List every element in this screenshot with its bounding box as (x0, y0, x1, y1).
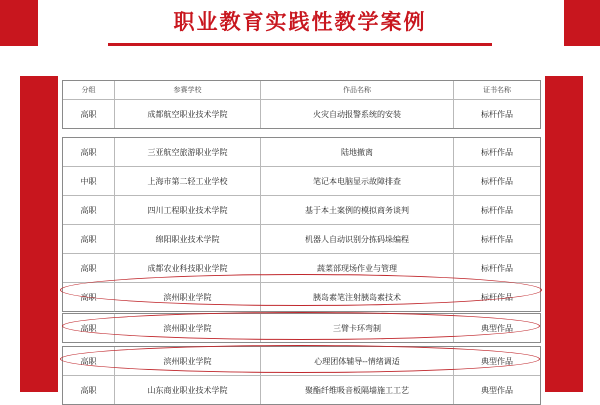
work-name-cell: 心理团体辅导--情绪调适 (261, 347, 454, 375)
school-cell: 山东商业职业技术学院 (115, 376, 261, 404)
school-cell: 滨州职业学院 (115, 283, 261, 311)
group-cell: 高职 (63, 314, 115, 342)
work-name-cell: 陆地撤离 (261, 138, 454, 166)
school-cell: 绵阳职业技术学院 (115, 225, 261, 253)
certificate-cell: 标杆作品 (481, 263, 513, 273)
certificate-cell: 典型作品 (481, 356, 513, 366)
work-name-cell: 火灾自动报警系统的安装 (261, 100, 454, 128)
work-name-cell: 蔬菜部现场作业与管理 (261, 254, 454, 282)
table-row (63, 196, 540, 225)
column-header: 证书名称 (483, 86, 511, 94)
table-row (63, 347, 540, 376)
table-row (63, 225, 540, 254)
school-cell: 四川工程职业技术学院 (115, 196, 261, 224)
school-cell: 滨州职业学院 (115, 347, 261, 375)
column-header: 分组 (63, 81, 115, 99)
work-name-cell: 三臂卡环弯制 (261, 314, 454, 342)
group-cell: 高职 (63, 100, 115, 128)
table-row (63, 138, 540, 167)
table-header-row (63, 81, 540, 100)
table-row (63, 100, 540, 128)
group-cell: 高职 (63, 347, 115, 375)
work-name-cell: 笔记本电脑显示故障排查 (261, 167, 454, 195)
table-section (62, 313, 541, 343)
red-strip-right (545, 76, 583, 392)
certificate-cell: 标杆作品 (481, 109, 513, 119)
school-cell: 滨州职业学院 (115, 314, 261, 342)
certificate-cell: 典型作品 (481, 385, 513, 395)
group-cell: 高职 (63, 225, 115, 253)
work-name-cell: 聚酯纤维吸音板隔墙施工工艺 (261, 376, 454, 404)
group-cell: 高职 (63, 254, 115, 282)
column-header: 参赛学校 (115, 81, 261, 99)
table-row (63, 167, 540, 196)
page-title: 职业教育实践性教学案例 (173, 10, 427, 34)
certificate-cell: 标杆作品 (481, 234, 513, 244)
table-section (62, 346, 541, 405)
certificate-cell: 标杆作品 (481, 292, 513, 302)
certificate-cell: 标杆作品 (481, 205, 513, 215)
school-cell: 上海市第二轻工业学校 (115, 167, 261, 195)
work-name-cell: 机器人自动识别分拣码垛编程 (261, 225, 454, 253)
group-cell: 高职 (63, 376, 115, 404)
red-strip-left (20, 76, 58, 392)
group-cell: 高职 (63, 138, 115, 166)
school-cell: 成都农业科技职业学院 (115, 254, 261, 282)
title-underline (108, 43, 492, 46)
table-section (62, 137, 541, 312)
column-header: 作品名称 (261, 81, 454, 99)
school-cell: 成都航空职业技术学院 (115, 100, 261, 128)
work-name-cell: 胰岛素笔注射胰岛素技术 (261, 283, 454, 311)
table-row (63, 283, 540, 311)
table-section (62, 80, 541, 129)
table-row (63, 314, 540, 342)
certificate-cell: 典型作品 (481, 323, 513, 333)
work-name-cell: 基于本土案例的模拟商务谈判 (261, 196, 454, 224)
certificate-cell: 标杆作品 (481, 147, 513, 157)
group-cell: 高职 (63, 283, 115, 311)
table-row (63, 254, 540, 283)
group-cell: 中职 (63, 167, 115, 195)
school-cell: 三亚航空旅游职业学院 (115, 138, 261, 166)
certificate-cell: 标杆作品 (481, 176, 513, 186)
group-cell: 高职 (63, 196, 115, 224)
